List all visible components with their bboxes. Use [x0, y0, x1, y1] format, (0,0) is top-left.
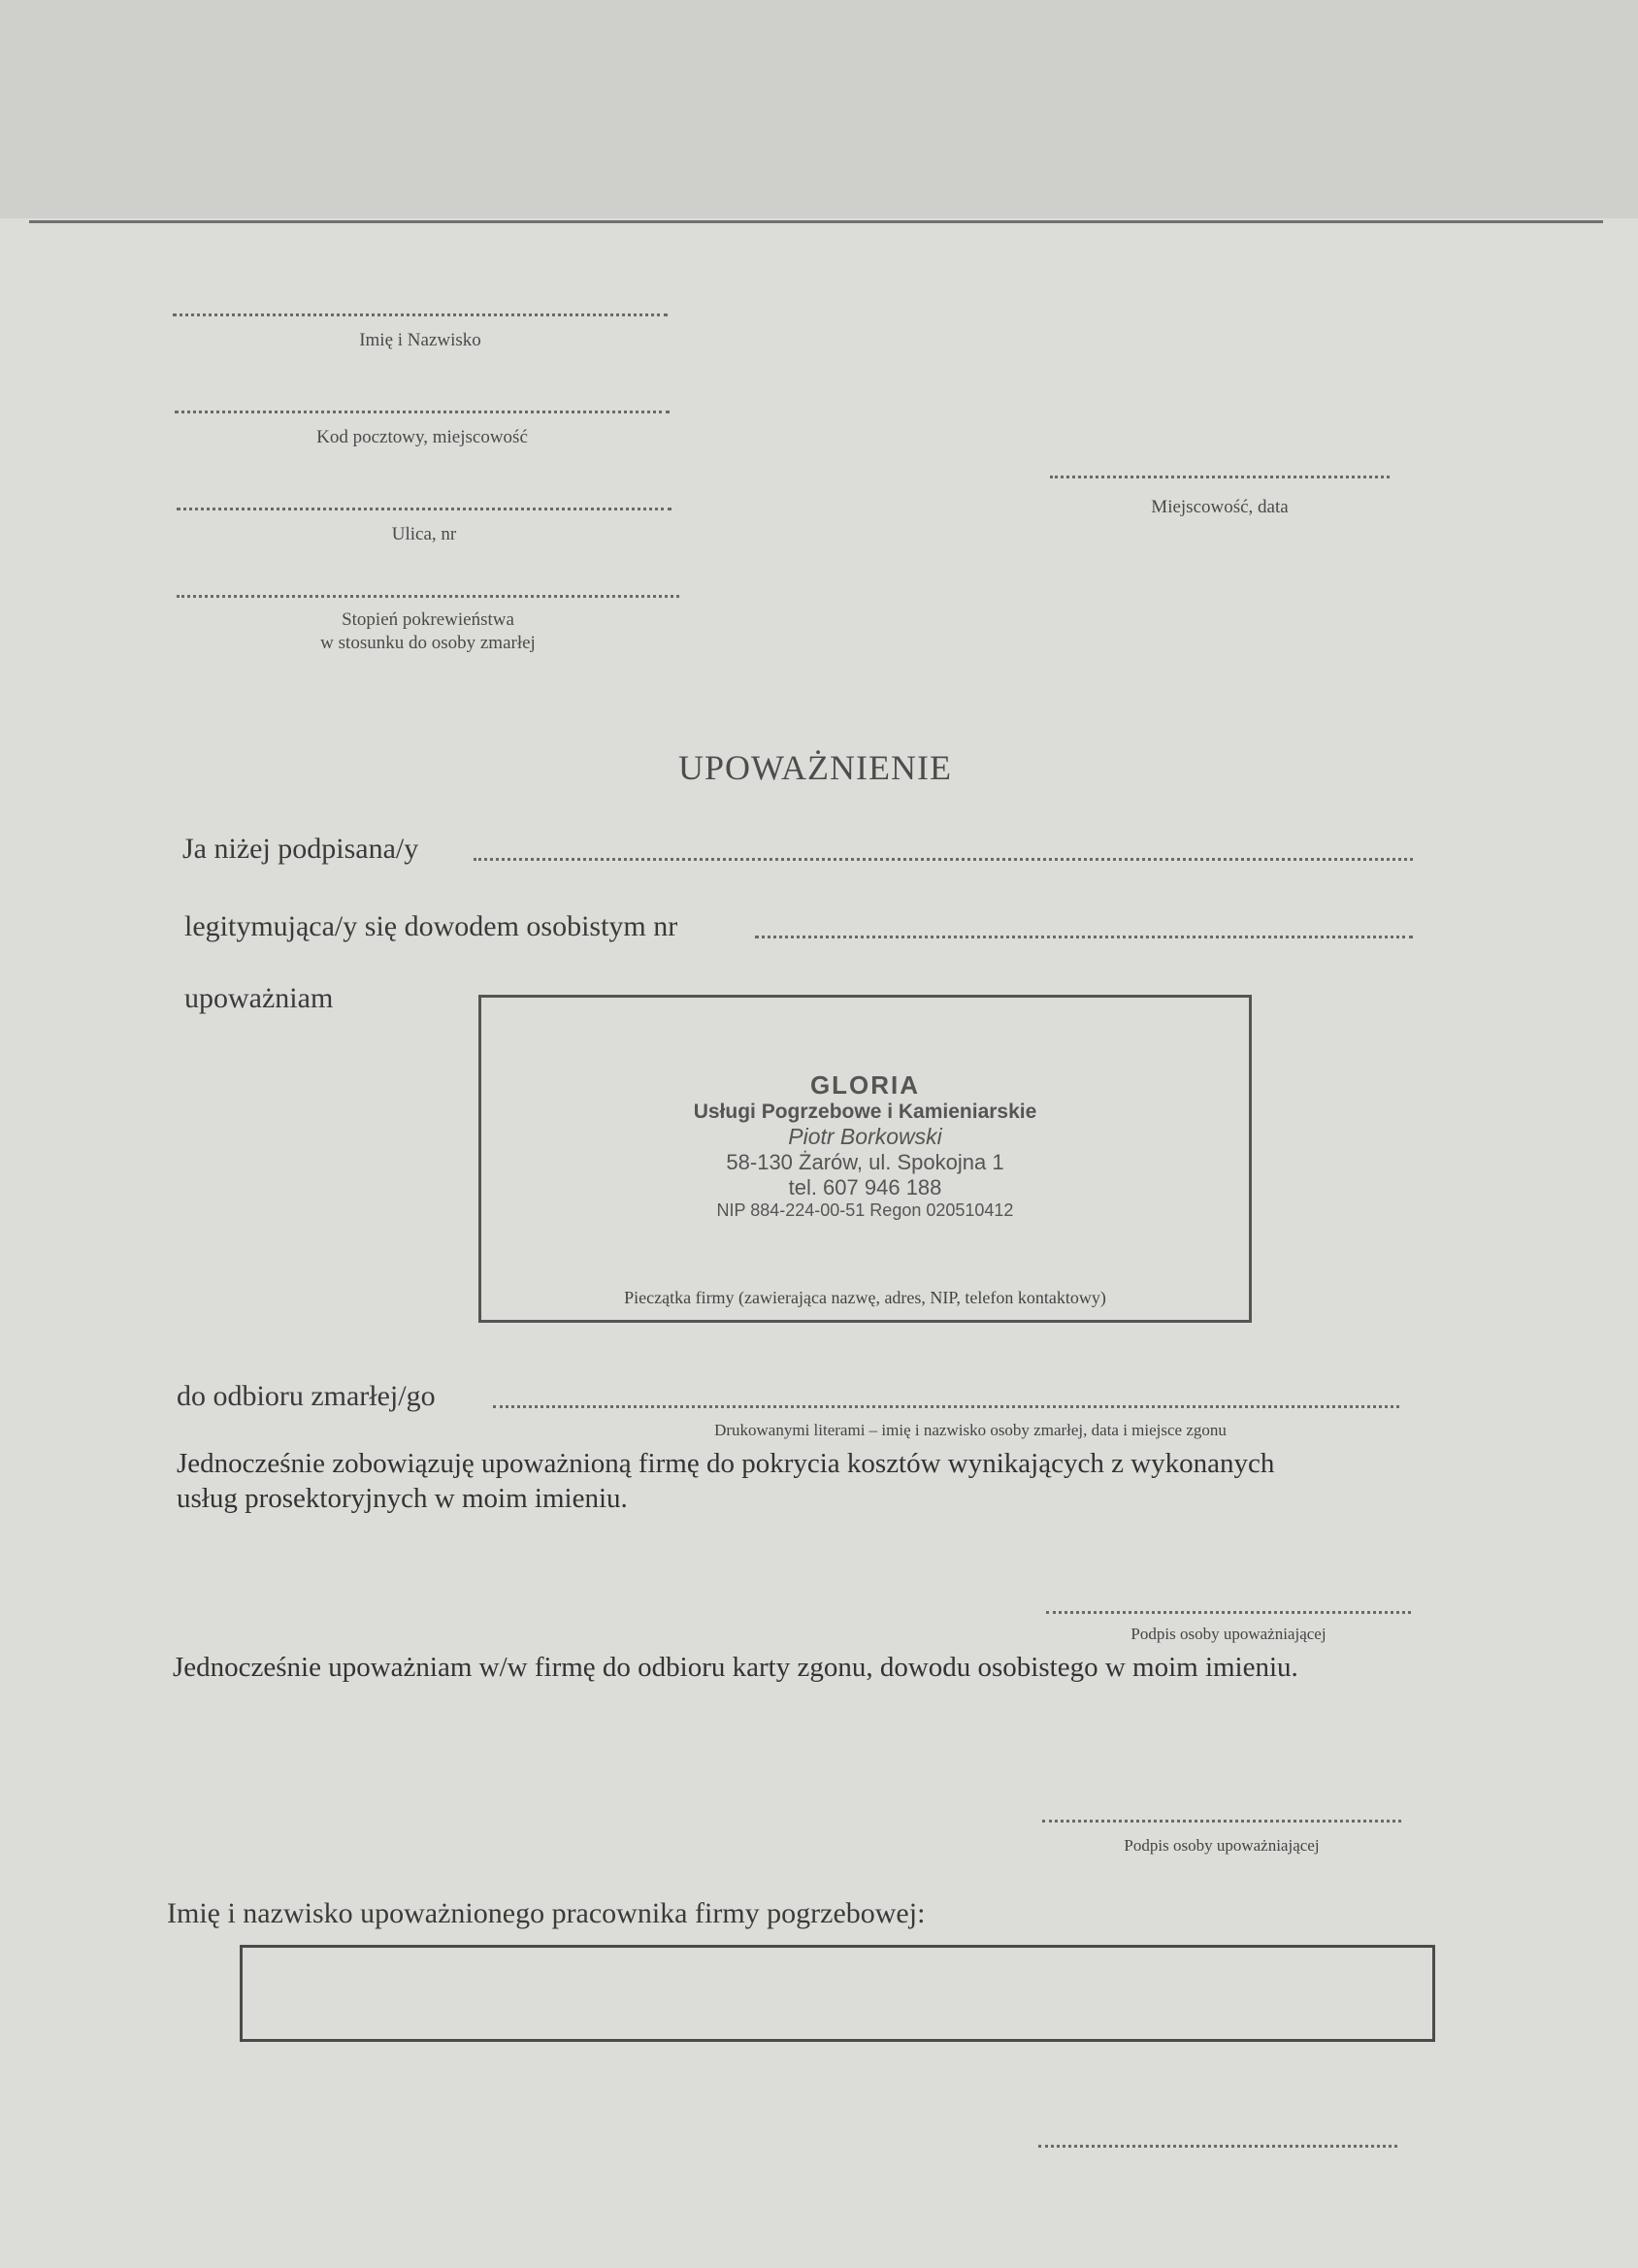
stamp-address: 58-130 Żarów, ul. Spokojna 1 — [726, 1150, 1004, 1174]
stamp-services: Usługi Pogrzebowe i Kamieniarskie — [693, 1101, 1037, 1123]
cost-obligation-paragraph: Jednocześnie zobowiązuję upoważnioną firmę do pokrycia kosztów wynikających z wykonanych usług prosektoryjnych w moim imieniu. — [177, 1448, 1275, 1514]
document-title: UPOWAŻNIENIE — [678, 748, 952, 787]
header-band — [0, 0, 1638, 218]
signer-name-line[interactable] — [474, 858, 1413, 861]
pickup-label: do odbioru zmarłej/go — [177, 1380, 436, 1412]
signature-line-2[interactable] — [1042, 1820, 1401, 1823]
bottom-signature-line[interactable] — [1038, 2145, 1397, 2148]
company-stamp-box — [478, 995, 1252, 1323]
id-card-number-line[interactable] — [755, 936, 1413, 938]
relationship-caption-1: Stopień pokrewieństwa — [342, 609, 514, 630]
street-caption: Ulica, nr — [391, 524, 457, 544]
relationship-caption-2: w stosunku do osoby zmarłej — [320, 633, 536, 653]
documents-pickup-paragraph: Jednocześnie upoważniam w/w firmę do odbioru karty zgonu, dowodu osobistego w moim imieniu. — [173, 1652, 1298, 1683]
id-card-label: legitymująca/y się dowodem osobistym nr — [184, 910, 678, 942]
stamp-phone: tel. 607 946 188 — [788, 1175, 942, 1200]
stamp-caption: Pieczątka firmy (zawierająca nazwę, adres, NIP, telefon kontaktowy) — [624, 1288, 1106, 1307]
postal-code-caption: Kod pocztowy, miejscowość — [316, 427, 528, 447]
company-stamp — [481, 1070, 1249, 1221]
place-date-line[interactable] — [1050, 476, 1390, 478]
deceased-details-caption: Drukowanymi literami – imię i nazwisko osoby zmarłej, data i miejsce zgonu — [714, 1421, 1227, 1439]
stamp-owner: Piotr Borkowski — [788, 1124, 942, 1149]
relationship-line[interactable] — [177, 595, 679, 598]
place-date-caption: Miejscowość, data — [1151, 497, 1289, 517]
signature-line-1[interactable] — [1046, 1611, 1411, 1614]
deceased-details-line[interactable] — [493, 1405, 1399, 1408]
street-line[interactable] — [177, 508, 672, 510]
stamp-tax-ids: NIP 884-224-00-51 Regon 020510412 — [716, 1200, 1014, 1220]
stamp-company-name: GLORIA — [809, 1070, 921, 1100]
employee-label: Imię i nazwisko upoważnionego pracownika firmy pogrzebowej: — [167, 1897, 926, 1929]
name-caption: Imię i Nazwisko — [359, 330, 481, 350]
employee-name-box[interactable] — [240, 1945, 1435, 2042]
name-line[interactable] — [173, 313, 668, 316]
postal-code-line[interactable] — [175, 411, 670, 413]
top-divider — [29, 220, 1603, 223]
signer-label: Ja niżej podpisana/y — [182, 833, 419, 865]
signature-caption-2: Podpis osoby upoważniającej — [1124, 1836, 1320, 1855]
signature-caption-1: Podpis osoby upoważniającej — [1130, 1625, 1327, 1643]
authorize-label: upoważniam — [184, 982, 334, 1014]
